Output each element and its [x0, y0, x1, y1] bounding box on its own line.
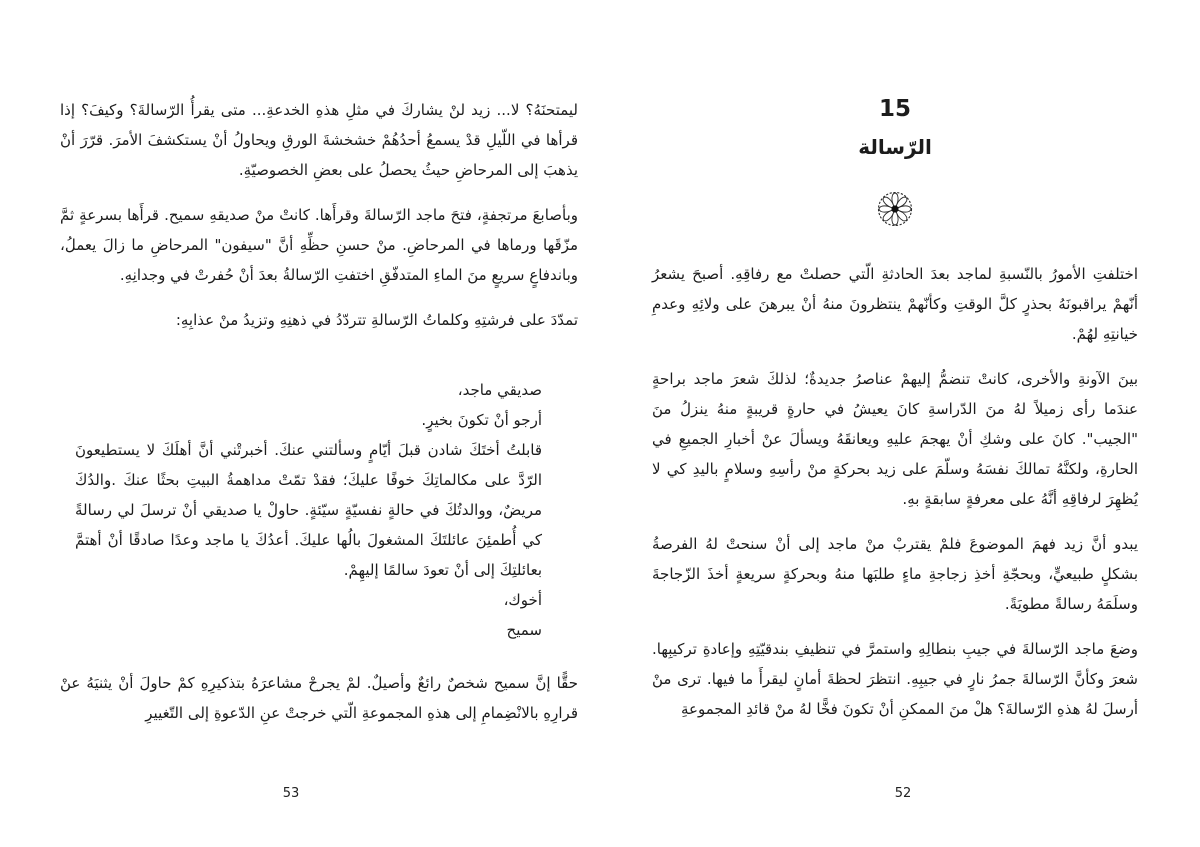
body-paragraph: ليمتحنَهُ؟ لا... زيد لنْ يشاركَ في مثلِ هذهِ الخدعةِ... متى يقرأُ الرّسالةَ؟ وكيفَ؟ إذا قرأها في اللّيلِ قدْ يسمعُ أحدُهُمْ خشخشةَ الورقِ ويحاولُ أنْ يستكشفَ الأمرَ. قرّرَ أنْ يذهبَ إلى المرحاضِ حيثُ يحصلُ على بعضِ الخصوصيّةِ.	[60, 101, 578, 179]
letter-salutation: صديقي ماجد،	[457, 381, 542, 399]
rosette-ornament-icon	[875, 189, 915, 229]
left-page	[60, 95, 578, 728]
body-paragraph: اختلفتِ الأمورُ بالنّسبةِ لماجد بعدَ الحادثةِ الّتي حصلتْ مع رفاقِهِ. أصبحَ يشعرُ أنّهمْ يراقبونَهُ بحذرٍ كلَّ الوقتِ وكأنّهمْ ينتظرونَ منهُ أنْ يبرهنَ على ولائِهِ وعدمِ خيانتِهِ لهُمْ.	[652, 265, 1138, 343]
page-number-right: 52	[894, 786, 912, 801]
right-page	[652, 95, 1138, 739]
letter-signature: سميح	[506, 621, 542, 639]
body-paragraph: يبدو أنَّ زيد فهمَ الموضوعَ فلمْ يقتربْ منْ ماجد إلى أنْ سنحتْ لهُ الفرصةُ بشكلٍ طبيعيٍّ، وبحجّةِ أخذِ زجاجةِ ماءٍ طلبَها منهُ وبحركةٍ سريعةٍ أخذَ الزّجاجةَ وسلَمَهُ رسالةً مطويَةً.	[652, 535, 1138, 613]
body-paragraph: وبأصابعَ مرتجفةٍ، فتحَ ماجد الرّسالةَ وقرأَها. كانتْ منْ صديقهِ سميح. قرأَها بسرعةٍ ثمَّ مزّقَها ورماها في المرحاضِ. منْ حسنِ حظِّهِ أنَّ "سيفون" المرحاضِ ما زالَ يعملُ، وباندفاعٍ سريعٍ منَ الماءِ المتدفّقِ اختفتِ الرّسالةُ بعدَ أنْ حُفرتْ في وجدانِهِ.	[60, 206, 578, 284]
letter-greeting: أرجو أنْ تكونَ بخيرٍ.	[421, 411, 542, 429]
letter-closing: أخوك،	[503, 591, 542, 609]
chapter-number: 15	[878, 96, 911, 122]
letter-body: قابلتُ أختَكَ شادن قبلَ أيّامٍ وسألتني عنكَ. أخبرتْني أنَّ أهلَكَ لا يستطيعونَ الرّدَّ على مكالماتِكَ خوفًا عليكَ؛ فقدْ تمّتْ مداهمةُ البيتِ بحثًا عنكَ .والدُكَ مريضٌ، ووالدتُكَ في حالةٍ نفسيّةٍ سيّئةٍ. حاولْ يا صديقي أنْ ترسلَ لي رسالةً كي أُطمئِنَ عائلتَكَ المشغولَ بالُها عليكَ. أعدُكَ يا ماجد وعدًا صادقًا أنْ أهتمَّ بعائلتِكَ إلى أنْ تعودَ سالمًا إليهِمْ.	[75, 441, 542, 579]
body-paragraph: حقًّا إنَّ سميح شخصٌ رائعٌ وأصيلٌ. لمْ يجرحْ مشاعرَهُ بتذكيرِهِ كمْ حاولَ أنْ يثنيَهُ عنْ قرارِهِ بالانْضِمامِ إلى هذهِ المجموعةِ الّتي خرجتْ عنِ الدّعوةِ إلى التّغييرِ	[60, 674, 578, 722]
chapter-title: الرّسالة	[858, 135, 932, 159]
body-paragraph: تمدّدَ على فرشتِهِ وكلماتُ الرّسالةِ تتردّدُ في ذهنِهِ وتزيدُ منْ عذابِهِ:	[175, 311, 578, 329]
page-number-left: 53	[282, 786, 300, 801]
body-paragraph: بينَ الآونةِ والأخرى، كانتْ تنضمُّ إليهمْ عناصرُ جديدةٌ؛ لذلكَ شعرَ ماجد براحةٍ عندَما رأى زميلاً لهُ منَ الدّراسةِ كانَ يعيشُ في حارةٍ قريبةٍ منهُ ينزلُ منَ "الجيب". كانَ على وشكِ أنْ يهجمَ عليهِ ويعانقَهُ ويسألَ عنْ أخبارِ الجميعِ في الحارةِ، ولكنَّهُ تمالكَ نفسَهُ وسلّمَ على زيد بحركةٍ منْ رأسِهِ وسلامٍ باليدِ كي لا يُظهِرَ لرفاقِهِ أنَّهُ على معرفةٍ سابقةٍ بهِ.	[652, 370, 1138, 508]
body-paragraph: وضعَ ماجد الرّسالةَ في جيبِ بنطالِهِ واستمرَّ في تنظيفِ بندقيّتِهِ وإعادةِ تركيبِها. شعرَ وكأنَّ الرّسالةَ جمرُ نارٍ في جيبِهِ. انتظرَ لحظةَ أمانٍ ليقرأَ ما فيها. ترى منْ أرسلَ لهُ هذهِ الرّسالةَ؟ هلْ منَ الممكنِ أنْ تكونَ فخًّا لهُ منْ قائدِ المجموعةِ	[652, 640, 1138, 718]
letter-block	[75, 375, 542, 645]
